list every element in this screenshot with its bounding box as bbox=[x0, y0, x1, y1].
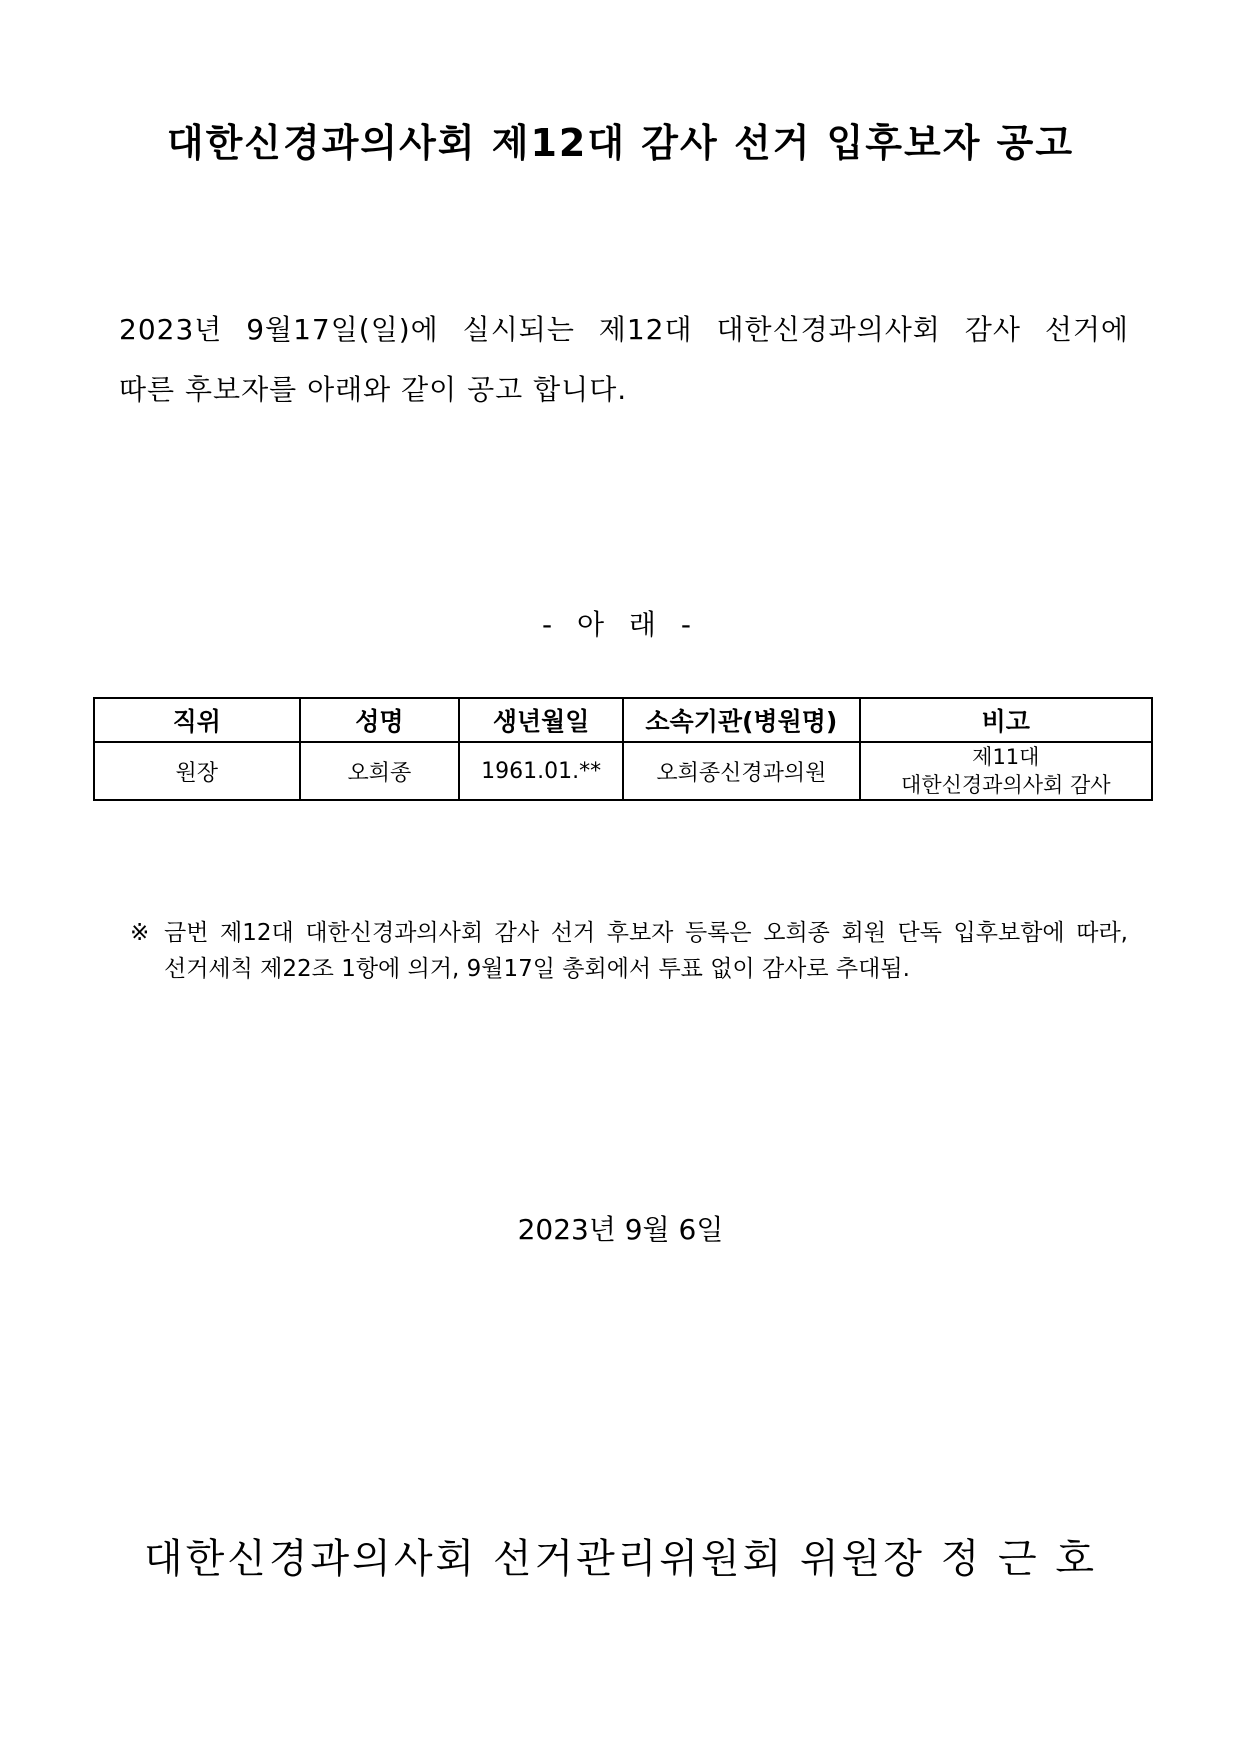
header-affiliation: 소속기관(병원명) bbox=[623, 698, 860, 742]
announcement-date: 2023년 9월 6일 bbox=[517, 1213, 724, 1246]
document-title: 대한신경과의사회 제12대 감사 선거 입후보자 공고 bbox=[166, 121, 1075, 165]
reference-mark: ※ bbox=[130, 920, 150, 946]
signature-line: 대한신경과의사회 선거관리위원회 위원장 정 근 호 bbox=[143, 1536, 1097, 1582]
below-heading: - 아 래 - bbox=[541, 608, 699, 641]
remark-line-1: 제11대 bbox=[972, 745, 1040, 769]
cell-remark bbox=[860, 742, 1152, 800]
intro-line-2: 따른 후보자를 아래와 같이 공고 합니다. bbox=[119, 373, 628, 406]
cell-birth-date: 1961.01.** bbox=[459, 742, 623, 800]
note-text: 금번 제12대 대한신경과의사회 감사 선거 후보자 등록은 오희종 회원 단독 입후보함에 따라, 선거세칙 제22조 1항에 의거, 9월17일 총회에서 투표 없이 감사로 추대됨. bbox=[164, 920, 1128, 982]
header-birth-date: 생년월일 bbox=[459, 698, 623, 742]
table-header-row bbox=[94, 698, 1152, 742]
cell-affiliation: 오희종신경과의원 bbox=[623, 742, 860, 800]
note-block bbox=[130, 915, 1128, 987]
cell-name: 오희종 bbox=[300, 742, 460, 800]
header-position: 직위 bbox=[94, 698, 300, 742]
header-name: 성명 bbox=[300, 698, 460, 742]
candidate-table bbox=[93, 697, 1153, 801]
header-remark: 비고 bbox=[860, 698, 1152, 742]
cell-position: 원장 bbox=[94, 742, 300, 800]
remark-line-2: 대한신경과의사회 감사 bbox=[901, 773, 1111, 797]
intro-line-1: 2023년 9월17일(일)에 실시되는 제12대 대한신경과의사회 감사 선거에 bbox=[119, 313, 1129, 346]
table-row bbox=[94, 742, 1152, 800]
